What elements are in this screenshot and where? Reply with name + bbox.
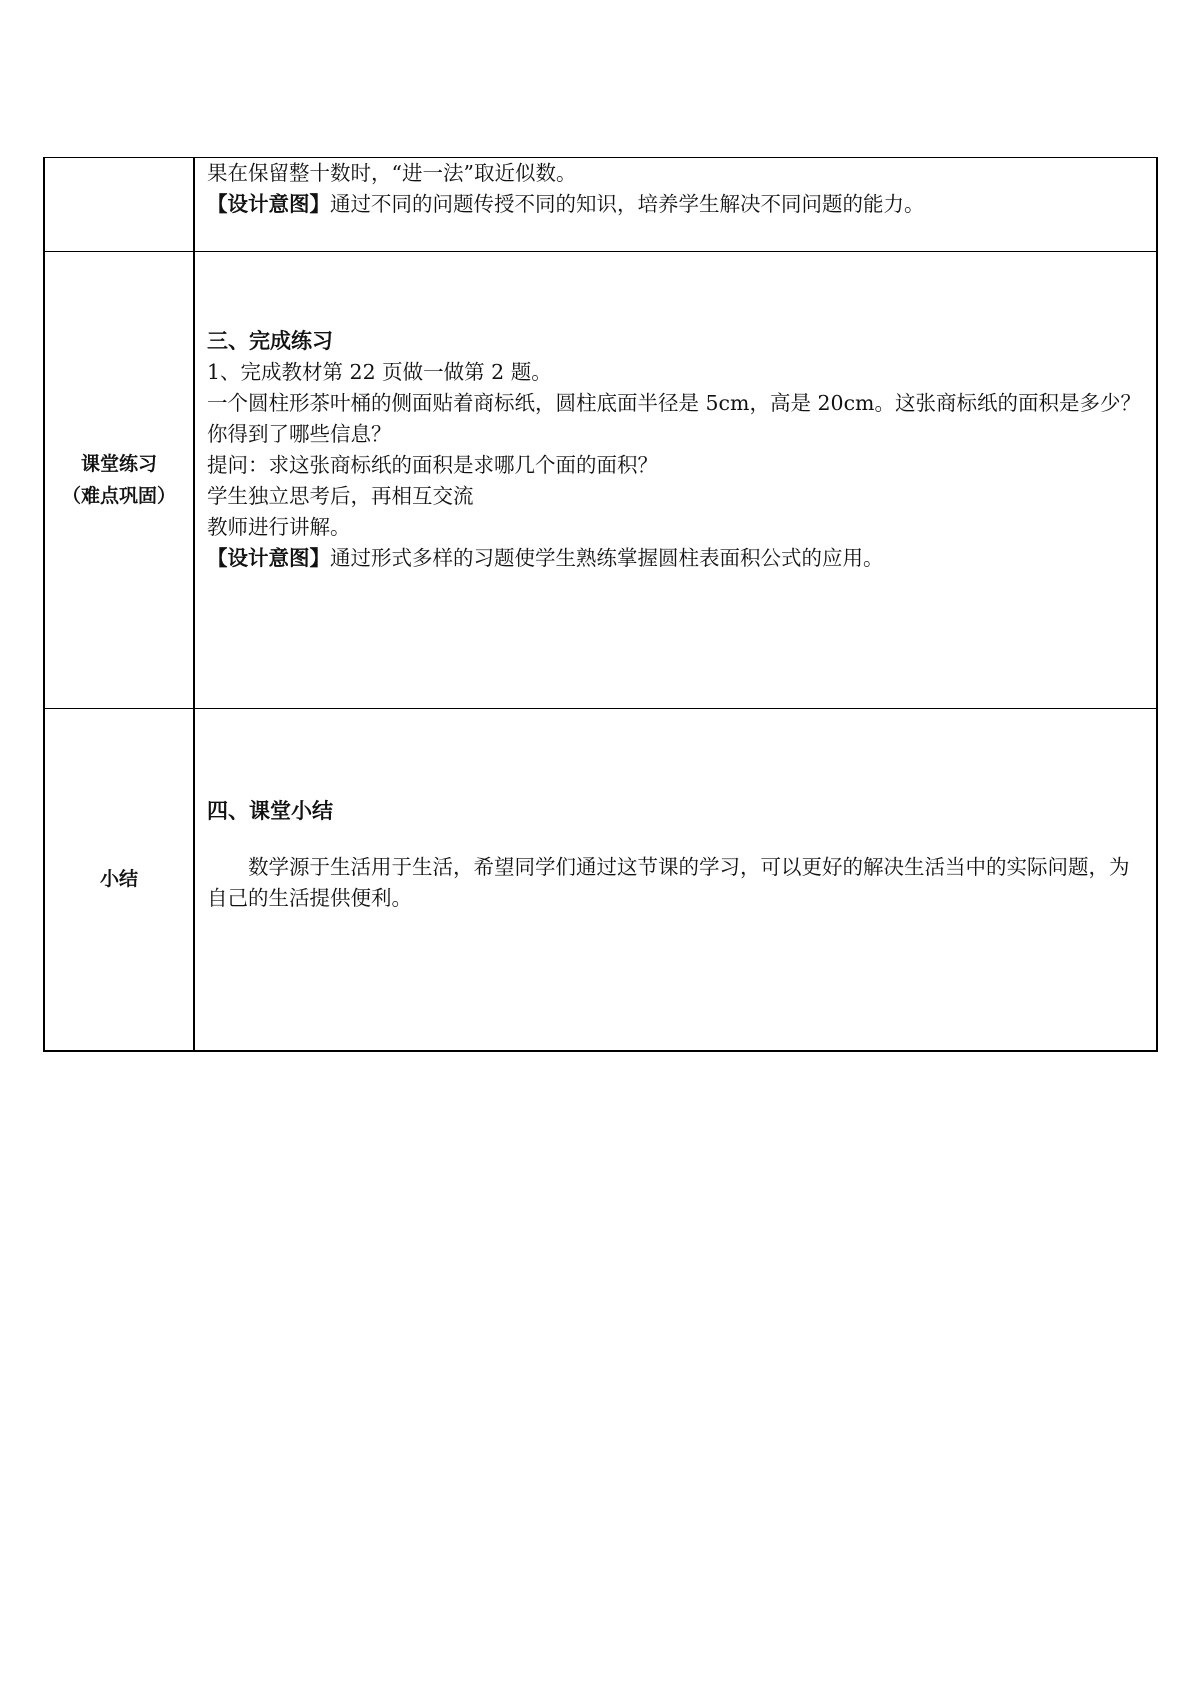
exercise-item: 1、完成教材第 22 页做一做第 2 题。 [207, 360, 552, 384]
row-label: 小结 [44, 709, 194, 1051]
question-text: 你得到了哪些信息？ [207, 422, 392, 446]
design-intent-text: 通过形式多样的习题使学生熟练掌握圆柱表面积公式的应用。 [330, 546, 884, 570]
design-intent [207, 543, 1146, 574]
table-row [44, 252, 1157, 709]
section-heading: 三、完成练习 [207, 329, 333, 353]
design-intent [207, 189, 1146, 220]
row-content [194, 158, 1157, 252]
table-row [44, 158, 1157, 252]
problem-text: 一个圆柱形茶叶桶的侧面贴着商标纸，圆柱底面半径是 5cm，高是 20cm。这张商标纸的面积是多少？ [207, 391, 1141, 415]
step-text: 教师进行讲解。 [207, 515, 351, 539]
text-line: 果在保留整十数时，“进一法”取近似数。 [207, 161, 577, 185]
row-label [44, 252, 194, 709]
summary-text: 数学源于生活用于生活，希望同学们通过这节课的学习，可以更好的解决生活当中的实际问题，为自己的生活提供便利。 [207, 855, 1130, 910]
section-heading: 四、课堂小结 [207, 799, 333, 823]
lesson-plan-table [43, 157, 1158, 1052]
row-content [194, 709, 1157, 1051]
design-intent-text: 通过不同的问题传授不同的知识，培养学生解决不同问题的能力。 [330, 192, 925, 216]
question-text: 提问：求这张商标纸的面积是求哪几个面的面积？ [207, 453, 658, 477]
design-intent-tag: 【设计意图】 [207, 546, 330, 570]
design-intent-tag: 【设计意图】 [207, 192, 330, 216]
row-content [194, 252, 1157, 709]
row-label-line: 课堂练习 [80, 453, 157, 475]
table-row [44, 709, 1157, 1051]
row-label-line: （难点巩固） [61, 485, 176, 507]
row-label-empty [44, 158, 194, 252]
step-text: 学生独立思考后，再相互交流 [207, 484, 474, 508]
